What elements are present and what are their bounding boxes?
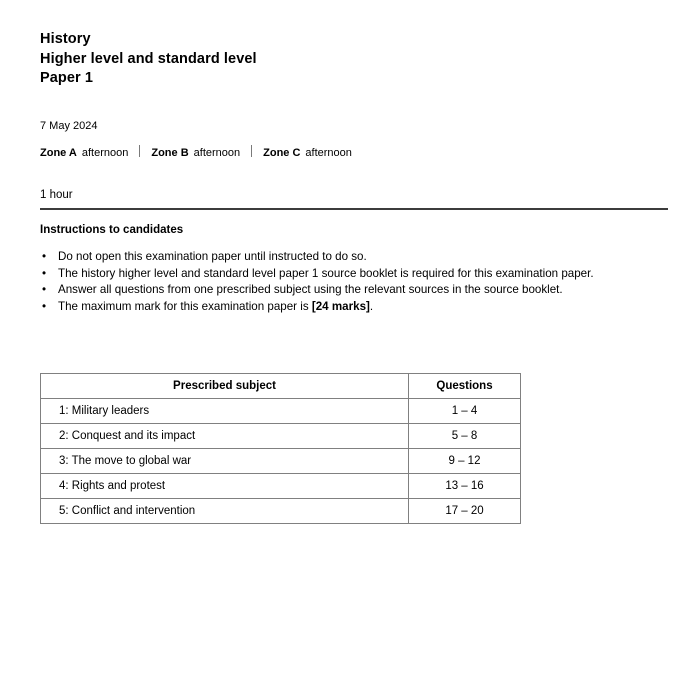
zone-entry-a — [40, 146, 128, 161]
table-row — [41, 399, 521, 424]
cell-subject: 3: The move to global war — [41, 449, 409, 474]
zone-a-session: afternoon — [81, 147, 129, 159]
bullet-icon: • — [42, 250, 47, 263]
cell-subject: 5: Conflict and intervention — [41, 499, 409, 524]
zone-session-row — [40, 144, 352, 161]
list-item-text: The maximum mark for this examination paper is — [58, 300, 312, 314]
exam-date: 7 May 2024 — [40, 120, 98, 132]
zone-entry-b — [151, 146, 240, 161]
list-item-text: The history higher level and standard level paper 1 source booklet is required for this examination paper. — [58, 266, 594, 280]
zone-b-session: afternoon — [193, 147, 241, 159]
list-item — [40, 282, 635, 298]
zone-c-label: Zone C — [263, 147, 301, 159]
instructions-list — [40, 249, 635, 316]
cell-questions: 17 – 20 — [409, 499, 521, 524]
table-row — [41, 474, 521, 499]
instructions-heading: Instructions to candidates — [40, 224, 184, 236]
zone-c-session: afternoon — [305, 147, 352, 159]
cell-subject: 4: Rights and protest — [41, 474, 409, 499]
page-title — [40, 30, 640, 89]
zone-b-label: Zone B — [151, 147, 189, 159]
cell-subject: 2: Conquest and its impact — [41, 424, 409, 449]
list-item-text-tail: . — [369, 300, 374, 314]
table-row — [41, 449, 521, 474]
zone-entry-c — [263, 146, 352, 161]
list-item — [40, 249, 635, 265]
column-header-questions: Questions — [409, 374, 521, 399]
cell-subject: 1: Military leaders — [41, 399, 409, 424]
table-row — [41, 499, 521, 524]
title-line-paper: Paper 1 — [40, 70, 94, 86]
list-item-text: Do not open this examination paper until instructed to do so. — [58, 250, 367, 263]
list-item — [40, 266, 635, 282]
bullet-icon: • — [42, 283, 47, 297]
table-header-row — [41, 374, 521, 399]
cell-questions: 9 – 12 — [409, 449, 521, 474]
table-row — [41, 424, 521, 449]
exam-duration: 1 hour — [40, 189, 73, 201]
title-line-subject: History — [40, 31, 91, 47]
zone-a-label: Zone A — [40, 147, 77, 159]
list-item-text: Answer all questions from one prescribed subject using the relevant sources in the source booklet. — [58, 283, 563, 297]
column-header-prescribed-subject: Prescribed subject — [41, 374, 409, 399]
cell-questions: 5 – 8 — [409, 424, 521, 449]
cell-questions: 1 – 4 — [409, 399, 521, 424]
cell-questions: 13 – 16 — [409, 474, 521, 499]
bullet-icon: • — [42, 266, 47, 280]
zone-separator-icon — [139, 145, 140, 157]
prescribed-subjects-table — [40, 373, 521, 524]
header-divider — [40, 208, 668, 210]
zone-separator-icon — [251, 145, 252, 157]
title-line-level: Higher level and standard level — [40, 50, 257, 67]
bullet-icon: • — [42, 300, 47, 314]
max-mark-value: [24 marks] — [311, 300, 370, 314]
list-item — [40, 299, 635, 315]
